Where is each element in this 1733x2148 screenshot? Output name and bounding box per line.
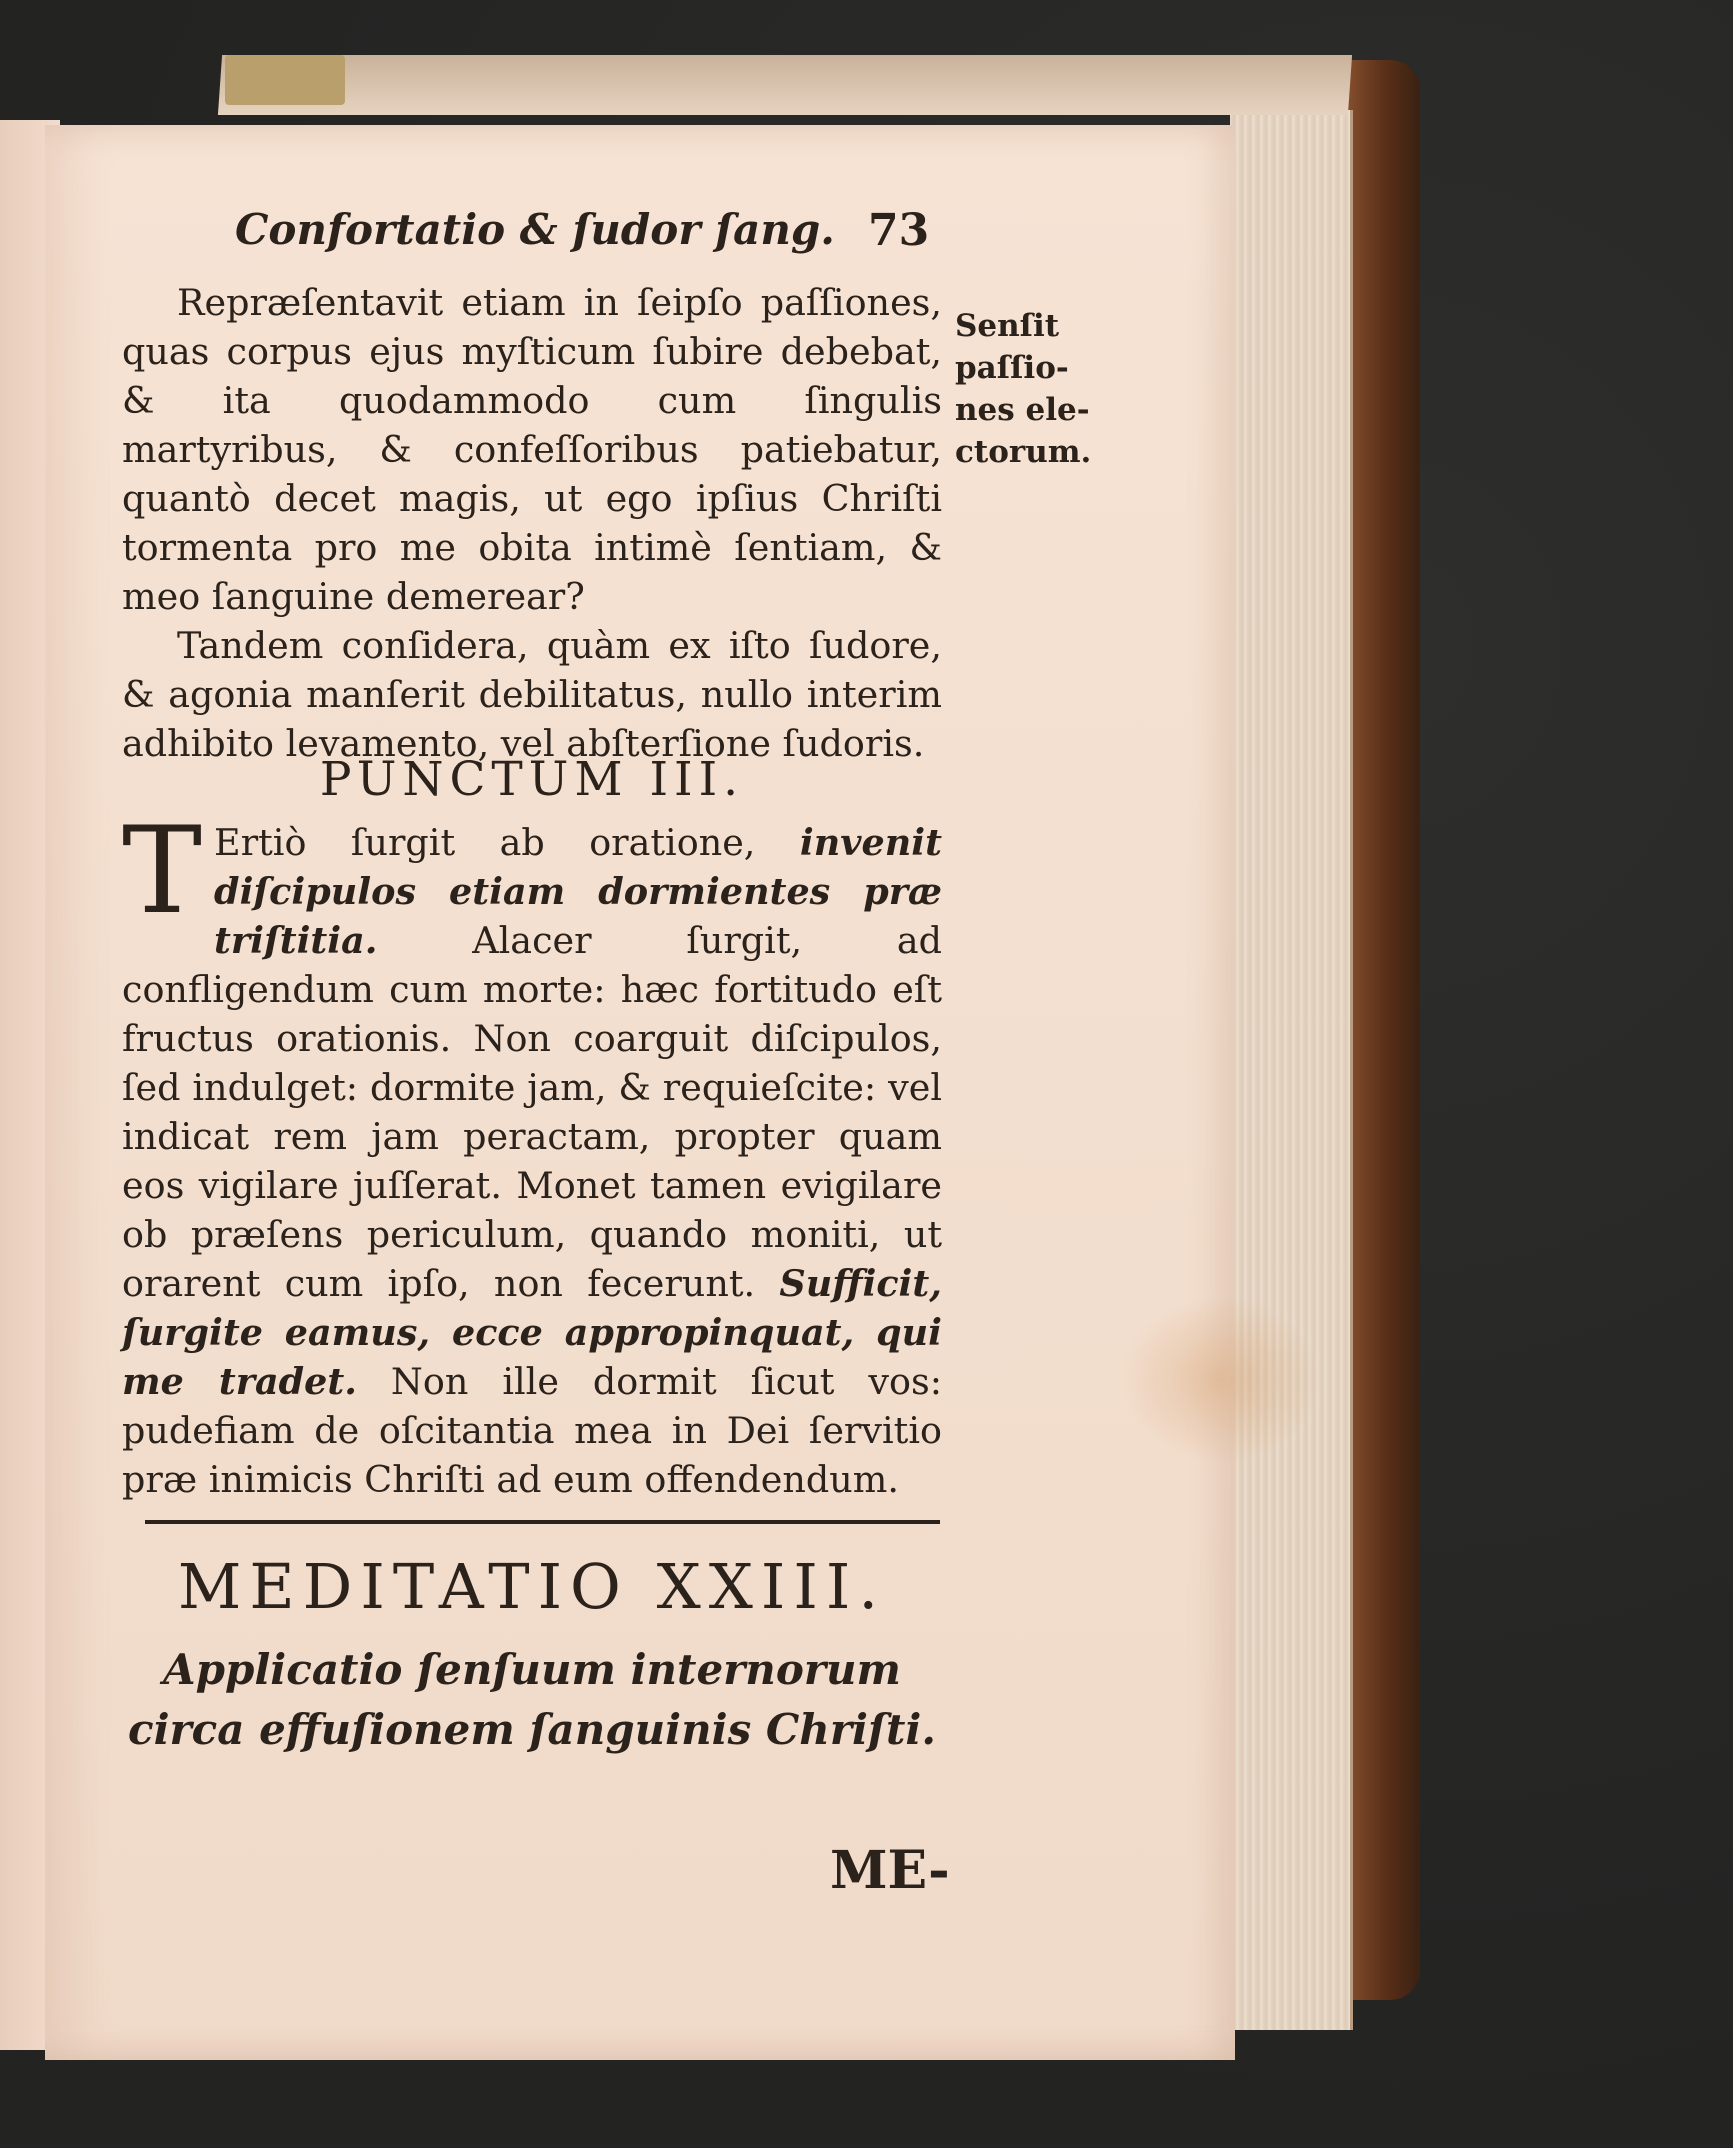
margin-note	[955, 305, 1105, 473]
margin-note-line: nes ele-	[955, 392, 1090, 428]
water-stain	[1120, 1295, 1320, 1465]
top-page-edge	[218, 55, 1352, 115]
paragraph-3	[122, 802, 942, 1504]
p3-middle: Alacer ſurgit, ad confligendum cum morte: hæc fortitudo eſt fructus orationis. Non coarguit diſcipulos, ſed indulget: dormite jam, & requieſcite: vel indicat rem jam peractam, propter quam eos vigilare juſſerat. Monet tamen evigilare ob præſens periculum, quando moniti, ut orarent cum ipſo, non fecerunt.	[122, 919, 942, 1305]
catchword: ME-	[830, 1840, 950, 1901]
punctum-heading: PUNCTUM III.	[319, 752, 745, 807]
p3-italic-1: invenit diſcipulos etiam dormientes præ triſtitia.	[214, 821, 942, 962]
p3-italic-2: Sufficit, ſurgite eamus, ecce appropinquat, qui me tradet.	[122, 1262, 942, 1403]
meditation-title: MEDITATIO XXIII.	[177, 1550, 887, 1623]
margin-note-line: ctorum.	[955, 434, 1092, 470]
margin-note-line: paſſio-	[955, 350, 1069, 386]
page-number: 73	[868, 205, 930, 256]
running-head: Confortatio & ſudor ſang.	[235, 205, 835, 254]
body-text-punctum	[122, 802, 942, 1504]
p3-end: Non ille dormit ſicut vos: pudefiam de oſcitantia mea in Dei ſervitio præ inimicis Chriſti ad eum offendendum.	[122, 1360, 942, 1501]
body-text-top	[122, 278, 942, 768]
meditation-subtitle: Applicatio ſenſuum internorum circa effuſionem ſanguinis Chriſti.	[128, 1645, 936, 1754]
paragraph-1: Repræſentavit etiam in ſeipſo paſſiones, quas corpus ejus myſticum ſubire debebat, & ita quodammodo cum ſingulis martyribus, & confeſſoribus patiebatur, quantò decet magis, ut ego ipſius Chriſti tormenta pro me obita intimè ſentiam, & meo ſanguine demerear?	[122, 281, 942, 618]
margin-note-line: Senſit	[955, 308, 1060, 344]
drop-cap: T	[122, 802, 203, 941]
page-edges	[1230, 110, 1353, 2030]
paragraph-2: Tandem conſidera, quàm ex iſto ſudore, & agonia manſerit debilitatus, nullo interim adhibito levamento, vel abſterſione ſudoris.	[122, 624, 942, 765]
bookmark-tab	[225, 55, 345, 105]
p3-lead: Ertiò ſurgit ab oratione,	[214, 821, 800, 864]
section-rule	[145, 1520, 940, 1524]
